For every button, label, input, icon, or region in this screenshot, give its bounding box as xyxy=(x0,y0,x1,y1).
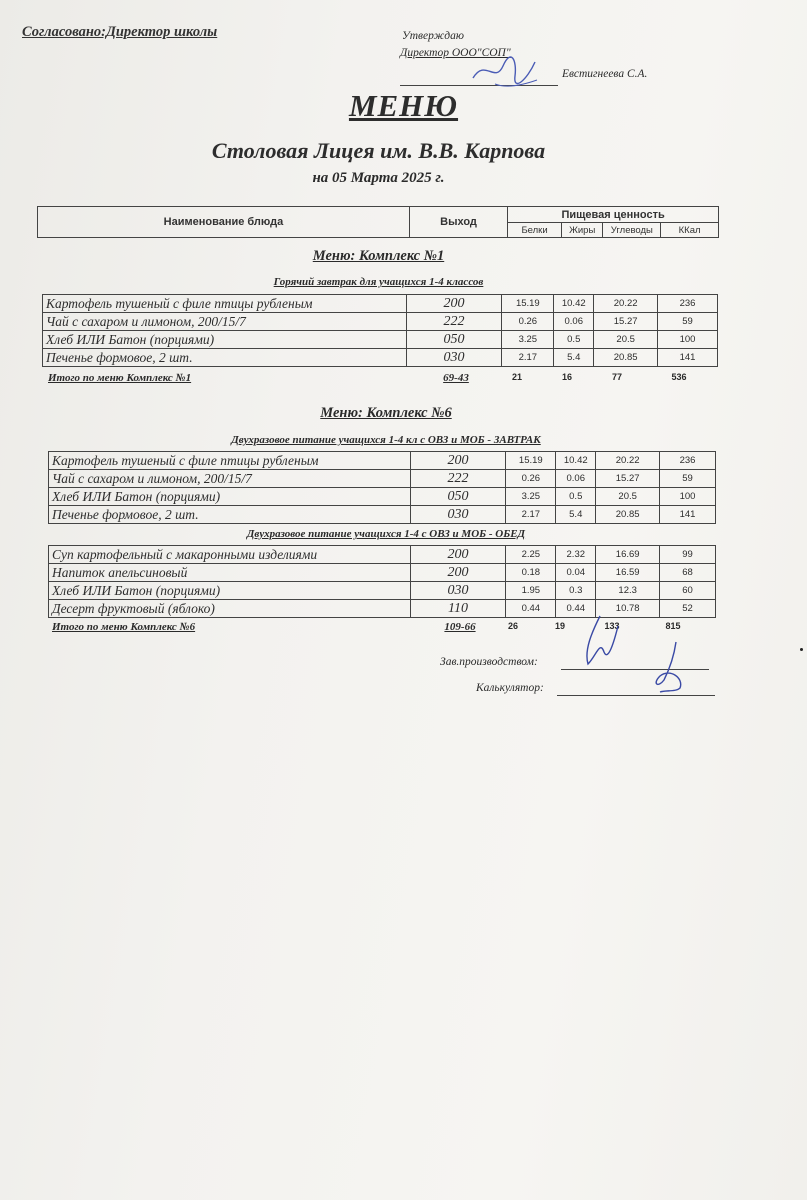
dish-output: 200 xyxy=(406,295,502,313)
approve-role: Директор ООО"СОП" xyxy=(400,47,511,59)
dish-kcal: 52 xyxy=(660,600,716,618)
dish-output: 200 xyxy=(410,564,506,582)
complex1-total xyxy=(48,372,718,386)
dish-kcal: 59 xyxy=(658,313,718,331)
calculator-signature xyxy=(640,638,698,696)
dish-carbs: 15.27 xyxy=(594,313,658,331)
director-signature xyxy=(465,50,545,92)
dish-carbs: 10.78 xyxy=(596,600,660,618)
approve-name: Евстигнеева С.А. xyxy=(562,68,648,80)
dish-name: Печенье формовое, 2 шт. xyxy=(49,506,411,524)
page-title: МЕНЮ xyxy=(348,88,459,123)
dish-kcal: 236 xyxy=(660,452,716,470)
complex6-lunch-table xyxy=(48,545,716,618)
header-nutrition: Пищевая ценность xyxy=(508,207,719,223)
dish-kcal: 60 xyxy=(660,582,716,600)
dish-fat: 5.4 xyxy=(554,349,594,367)
table-row xyxy=(43,349,718,367)
total-output: 109-66 xyxy=(444,621,476,633)
total-carbs: 77 xyxy=(611,372,622,382)
dish-name: Печенье формовое, 2 шт. xyxy=(43,349,407,367)
dish-kcal: 100 xyxy=(658,331,718,349)
table-row xyxy=(49,488,716,506)
total-output: 69-43 xyxy=(443,372,469,384)
dish-fat: 0.06 xyxy=(556,470,596,488)
dish-protein: 2.17 xyxy=(506,506,556,524)
total-protein: 21 xyxy=(511,372,522,382)
dish-output: 222 xyxy=(410,470,506,488)
complex6-title: Меню: Комплекс №6 xyxy=(320,405,452,421)
dish-name: Суп картофельный с макаронными изделиями xyxy=(49,546,411,564)
dish-carbs: 20.85 xyxy=(594,349,658,367)
dish-output: 030 xyxy=(406,349,502,367)
table-row xyxy=(49,546,716,564)
calculator-label: Калькулятор: xyxy=(476,682,544,694)
dish-name: Десерт фруктовый (яблоко) xyxy=(49,600,411,618)
dish-carbs: 20.22 xyxy=(594,295,658,313)
dish-carbs: 20.5 xyxy=(596,488,660,506)
total-protein: 26 xyxy=(507,621,518,631)
dish-kcal: 59 xyxy=(660,470,716,488)
dish-output: 110 xyxy=(410,600,506,618)
dish-kcal: 68 xyxy=(660,564,716,582)
dish-carbs: 16.59 xyxy=(596,564,660,582)
dish-kcal: 141 xyxy=(660,506,716,524)
dish-output: 030 xyxy=(410,582,506,600)
total-label: Итого по меню Комплекс №1 xyxy=(48,372,192,384)
header-fat: Жиры xyxy=(561,223,603,238)
approved-by-label: Согласовано:Директор школы xyxy=(22,24,218,40)
total-kcal: 536 xyxy=(671,372,687,382)
dish-protein: 1.95 xyxy=(506,582,556,600)
dish-kcal: 99 xyxy=(660,546,716,564)
total-carbs: 133 xyxy=(604,621,620,631)
dish-protein: 0.26 xyxy=(506,470,556,488)
dish-protein: 2.17 xyxy=(502,349,554,367)
menu-date: на 05 Марта 2025 г. xyxy=(312,170,445,186)
dish-fat: 0.5 xyxy=(554,331,594,349)
dish-fat: 0.5 xyxy=(556,488,596,506)
approve-word: Утверждаю xyxy=(402,30,464,42)
header-output: Выход xyxy=(409,207,507,238)
dish-output: 200 xyxy=(410,452,506,470)
table-row xyxy=(49,564,716,582)
page-subtitle: Столовая Лицея им. В.В. Карпова xyxy=(211,138,546,163)
table-row xyxy=(49,452,716,470)
dish-fat: 0.04 xyxy=(556,564,596,582)
production-manager-label: Зав.производством: xyxy=(440,656,538,668)
dish-fat: 0.44 xyxy=(556,600,596,618)
dish-kcal: 100 xyxy=(660,488,716,506)
dish-output: 050 xyxy=(410,488,506,506)
production-signature xyxy=(578,612,626,672)
complex6-lunch-section: Двухразовое питание учащихся 1-4 с ОВЗ и МОБ - ОБЕД xyxy=(246,528,526,540)
total-label: Итого по меню Комплекс №6 xyxy=(52,621,196,633)
total-fat: 16 xyxy=(561,372,572,382)
dish-protein: 15.19 xyxy=(506,452,556,470)
complex6-breakfast-section: Двухразовое питание учащихся 1-4 кл с ОВЗ и МОБ - ЗАВТРАК xyxy=(231,434,541,446)
dish-carbs: 15.27 xyxy=(596,470,660,488)
complex1-table xyxy=(42,294,718,367)
dish-carbs: 12.3 xyxy=(596,582,660,600)
dish-output: 222 xyxy=(406,313,502,331)
complex1-section: Горячий завтрак для учащихся 1-4 классов xyxy=(273,276,484,288)
dish-name: Хлеб ИЛИ Батон (порциями) xyxy=(49,582,411,600)
dish-protein: 15.19 xyxy=(502,295,554,313)
dish-fat: 2.32 xyxy=(556,546,596,564)
dish-name: Напиток апельсиновый xyxy=(49,564,411,582)
total-kcal: 815 xyxy=(665,621,681,631)
ink-dot xyxy=(800,648,803,651)
dish-name: Чай с сахаром и лимоном, 200/15/7 xyxy=(43,313,407,331)
header-protein: Белки xyxy=(508,223,562,238)
dish-protein: 0.18 xyxy=(506,564,556,582)
complex6-breakfast-table xyxy=(48,451,716,524)
dish-carbs: 20.85 xyxy=(596,506,660,524)
dish-kcal: 236 xyxy=(658,295,718,313)
dish-name: Картофель тушеный с филе птицы рубленым xyxy=(49,452,411,470)
dish-fat: 10.42 xyxy=(554,295,594,313)
table-row xyxy=(49,506,716,524)
header-dish-name: Наименование блюда xyxy=(38,207,410,238)
table-row xyxy=(43,313,718,331)
dish-protein: 0.26 xyxy=(502,313,554,331)
table-row xyxy=(43,295,718,313)
dish-name: Хлеб ИЛИ Батон (порциями) xyxy=(49,488,411,506)
dish-carbs: 20.5 xyxy=(594,331,658,349)
dish-protein: 3.25 xyxy=(506,488,556,506)
dish-name: Картофель тушеный с филе птицы рубленым xyxy=(43,295,407,313)
table-row xyxy=(49,470,716,488)
dish-fat: 0.06 xyxy=(554,313,594,331)
header-kcal: ККал xyxy=(661,223,719,238)
dish-name: Чай с сахаром и лимоном, 200/15/7 xyxy=(49,470,411,488)
dish-protein: 3.25 xyxy=(502,331,554,349)
menu-table-header xyxy=(37,206,719,238)
dish-protein: 2.25 xyxy=(506,546,556,564)
dish-carbs: 20.22 xyxy=(596,452,660,470)
complex1-title: Меню: Комплекс №1 xyxy=(312,248,445,264)
dish-fat: 5.4 xyxy=(556,506,596,524)
dish-name: Хлеб ИЛИ Батон (порциями) xyxy=(43,331,407,349)
dish-output: 200 xyxy=(410,546,506,564)
dish-fat: 0.3 xyxy=(556,582,596,600)
dish-carbs: 16.69 xyxy=(596,546,660,564)
total-fat: 19 xyxy=(554,621,565,631)
dish-protein: 0.44 xyxy=(506,600,556,618)
header-carbs: Углеводы xyxy=(603,223,661,238)
dish-kcal: 141 xyxy=(658,349,718,367)
dish-output: 050 xyxy=(406,331,502,349)
dish-output: 030 xyxy=(410,506,506,524)
table-row xyxy=(43,331,718,349)
dish-fat: 10.42 xyxy=(556,452,596,470)
table-row xyxy=(49,582,716,600)
